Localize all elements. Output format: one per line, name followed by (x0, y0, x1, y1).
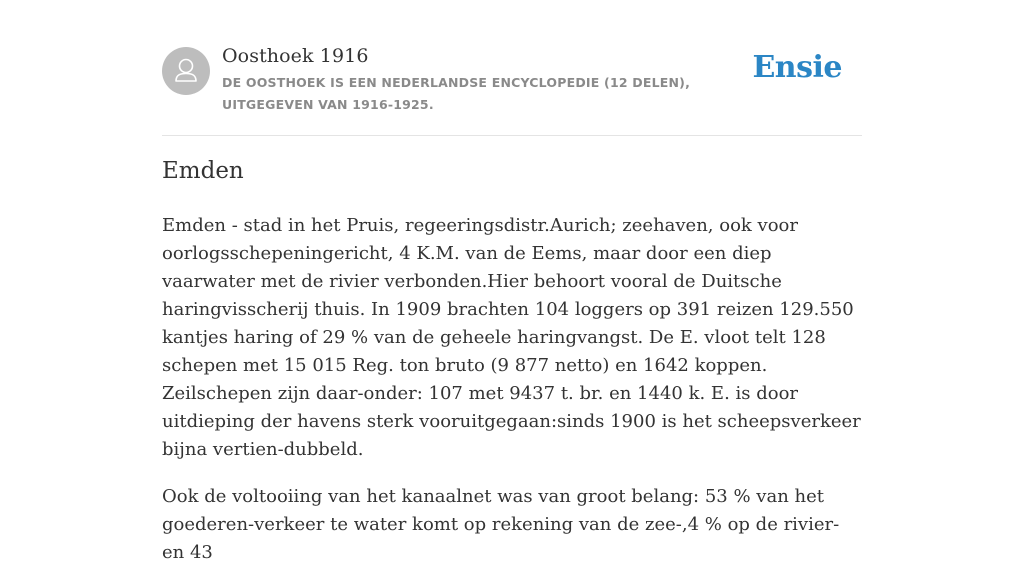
source-title[interactable]: Oosthoek 1916 (222, 45, 369, 67)
page-title: Emden (162, 158, 244, 184)
entry-body (162, 212, 862, 586)
ensie-logo[interactable]: Ensie (752, 50, 842, 85)
paragraph: Emden - stad in het Pruis, regeeringsdistr.Aurich; zeehaven, ook voor oorlogsschepeningericht, 4 K.M. van de Eems, maar door een diep vaarwater met de rivier verbonden.Hier behoort vooral de Duitsche haringvisscherij thuis. In 1909 brachten 104 loggers op 391 reizen 129.550 kantjes haring of 29 % van de geheele haringvangst. De E. vloot telt 128 schepen met 15 015 Reg. ton bruto (9 877 netto) en 1642 koppen. Zeilschepen zijn daar-onder: 107 met 9437 t. br. en 1440 k. E. is door uitdieping der havens sterk vooruitgegaan:sinds 1900 is het scheepsverkeer bijna vertien-dubbeld. (162, 215, 861, 460)
source-header (162, 0, 862, 136)
source-description: DE OOSTHOEK IS EEN NEDERLANDSE ENCYCLOPEDIE (12 DELEN), UITGEGEVEN VAN 1916-1925. (222, 75, 691, 112)
paragraph: Ook de voltooiing van het kanaalnet was van groot belang: 53 % van het goederen-verkeer te water komt op rekening van de zee-,4 % op de rivier- en 43 (162, 486, 840, 563)
user-silhouette-icon (162, 47, 210, 95)
page (162, 0, 862, 563)
avatar[interactable] (162, 47, 210, 95)
